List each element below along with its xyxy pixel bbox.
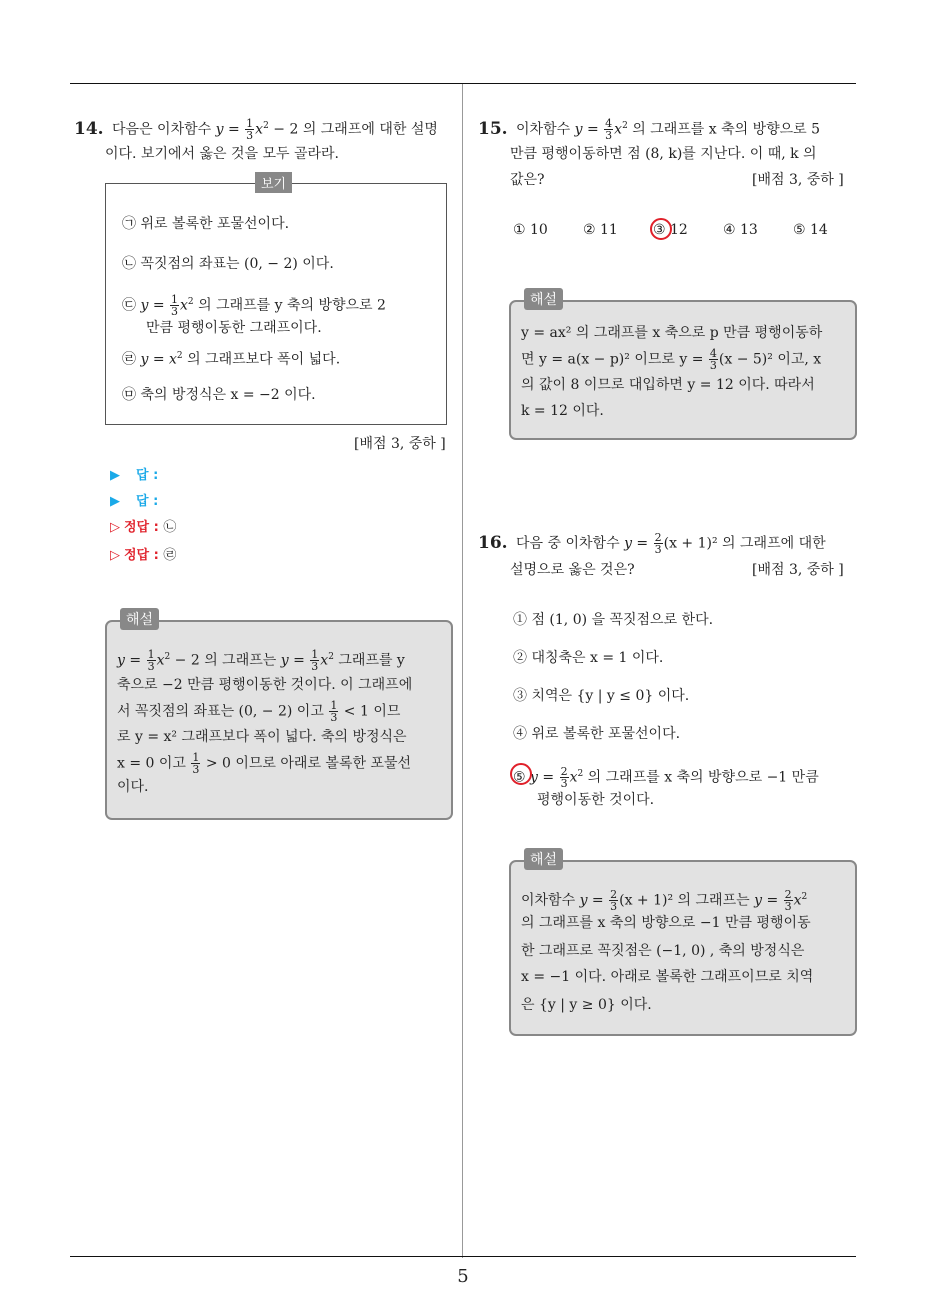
q16-solution-line1: 이차함수 y = $\frac{2}{3}$ (x + 1)² 의 그래프는 y = $\frac{2}{3}$ $x^2$ (521, 888, 808, 914)
triangle-outline-icon: ▷ (110, 548, 120, 563)
q16-solution-label: 해설 (524, 848, 563, 870)
q15-choice-1: ① 10 (513, 222, 548, 238)
triangle-outline-icon: ▷ (110, 520, 120, 535)
q16-choice-2: ② 대칭축은 x = 1 이다. (513, 650, 664, 666)
q14-answer-row-2: ▶ 답 : (110, 494, 159, 509)
q15-number: 15. (478, 118, 508, 139)
q14-solution-line5: x = 0 이고 $\frac{1}{3}$ > 0 이므로 아래로 볼록한 포물선 (117, 751, 412, 776)
q15-choice-2: ② 11 (583, 222, 618, 238)
bogi-label: 보기 (255, 172, 292, 193)
q16-solution-line2: 의 그래프를 x 축의 방향으로 −1 만큼 평행이동 (521, 915, 811, 931)
bogi-item-c-line2: 만큼 평행이동한 그래프이다. (146, 320, 322, 336)
q14-number: 14. (74, 118, 104, 139)
q15-choice-3: ③ 12 (653, 222, 688, 238)
q16-choice-4: ④ 위로 볼록한 포물선이다. (513, 726, 681, 742)
q15-solution-line1: y = ax² 의 그래프를 x 축으로 p 만큼 평행이동하 (521, 325, 823, 341)
q14-correct-row-1: ▷ 정답 : ㉡ (110, 520, 177, 535)
column-divider (462, 84, 463, 1258)
q14-answer-row-1: ▶ 답 : (110, 468, 159, 483)
q15-solution-line2: 면 y = a(x − p)² 이므로 y = $\frac{4}{3}$ (x − 5)² 이고, x (521, 347, 822, 372)
play-icon: ▶ (110, 468, 120, 483)
q16-stem-line1: 16. 다음 중 이차함수 y = $\frac{2}{3}$ (x + 1)² 의 그래프에 대한 (478, 531, 826, 556)
play-icon: ▶ (110, 494, 120, 509)
q14-stem-line1: 14. 다음은 이차함수 y = $\frac{1}{3}$ $x^2 - 2$ 의 그래프에 대한 설명 (74, 117, 438, 143)
q15-solution-line4: k = 12 이다. (521, 403, 604, 419)
q14-solution-line2: 축으로 −2 만큼 평행이동한 것이다. 이 그래프에 (117, 677, 413, 693)
q16-choice-3: ③ 치역은 {y | y ≤ 0} 이다. (513, 688, 690, 704)
q16-choice-1: ① 점 (1, 0) 을 꼭짓점으로 한다. (513, 612, 714, 628)
q14-stem-line2: 이다. 보기에서 옳은 것을 모두 골라라. (105, 146, 340, 162)
q14-solution-line1: y = $\frac{1}{3}$ $x^2 - 2$ 의 그래프는 y = $\frac{1}{3}$ $x^2$ 그래프를 y (117, 648, 405, 674)
q15-points: [배점 3, 중하 ] (752, 172, 844, 188)
page-number: 5 (457, 1266, 469, 1287)
bogi-item-d: ㉣ $y = x^2$ 의 그래프보다 폭이 넓다. (122, 351, 341, 368)
bogi-item-e: ㉤ 축의 방정식은 x = −2 이다. (122, 387, 316, 403)
q14-solution-label: 해설 (120, 608, 159, 630)
q16-number: 16. (478, 532, 508, 553)
q16-solution-line4: x = −1 이다. 아래로 볼록한 그래프이므로 치역 (521, 969, 814, 985)
q15-stem-line2: 만큼 평행이동하면 점 (8, k)를 지난다. 이 때, k 의 (510, 146, 817, 162)
q14-solution-line3: 서 꼭짓점의 좌표는 (0, − 2) 이고 $\frac{1}{3}$ < 1 이므 (117, 699, 401, 724)
q16-solution-line3: 한 그래프로 꼭짓점은 (−1, 0) , 축의 방정식은 (521, 943, 805, 959)
q16-stem-line2: 설명으로 옳은 것은? (510, 562, 635, 578)
q14-correct-row-2: ▷ 정답 : ㉣ (110, 548, 177, 563)
q15-solution-label: 해설 (524, 288, 563, 310)
q15-choice-5: ⑤ 14 (793, 222, 828, 238)
bogi-item-b: ㉡ 꼭짓점의 좌표는 (0, − 2) 이다. (122, 256, 334, 272)
q14-solution-line4: 로 y = x² 그래프보다 폭이 넓다. 축의 방정식은 (117, 729, 407, 745)
bogi-item-c: ㉢ y = $\frac{1}{3}$ $x^2$ 의 그래프를 y 축의 방향으로 2 (122, 293, 386, 319)
q14-solution-line6: 이다. (117, 779, 149, 795)
q15-stem-line1: 15. 이차함수 y = $\frac{4}{3}$ $x^2$ 의 그래프를 x 축의 방향으로 5 (478, 117, 821, 143)
q16-solution-line5: 은 {y | y ≥ 0} 이다. (521, 997, 652, 1013)
q16-choice-5-line2: 평행이동한 것이다. (537, 792, 655, 808)
q15-stem-line3: 값은? (510, 172, 545, 188)
q15-solution-line3: 의 값이 8 이므로 대입하면 y = 12 이다. 따라서 (521, 377, 815, 393)
q16-points: [배점 3, 중하 ] (752, 562, 844, 578)
bogi-item-a: ㉠ 위로 볼록한 포물선이다. (122, 216, 290, 232)
selected-answer-circle (650, 218, 672, 240)
bottom-rule (70, 1256, 856, 1257)
selected-answer-circle (510, 763, 532, 785)
top-rule (70, 83, 856, 84)
q14-points: [배점 3, 중하 ] (354, 436, 446, 452)
q15-choice-4: ④ 13 (723, 222, 758, 238)
q16-choice-5: ⑤ y = $\frac{2}{3}$ $x^2$ 의 그래프를 x 축의 방향으로 −1 만큼 (513, 765, 819, 791)
